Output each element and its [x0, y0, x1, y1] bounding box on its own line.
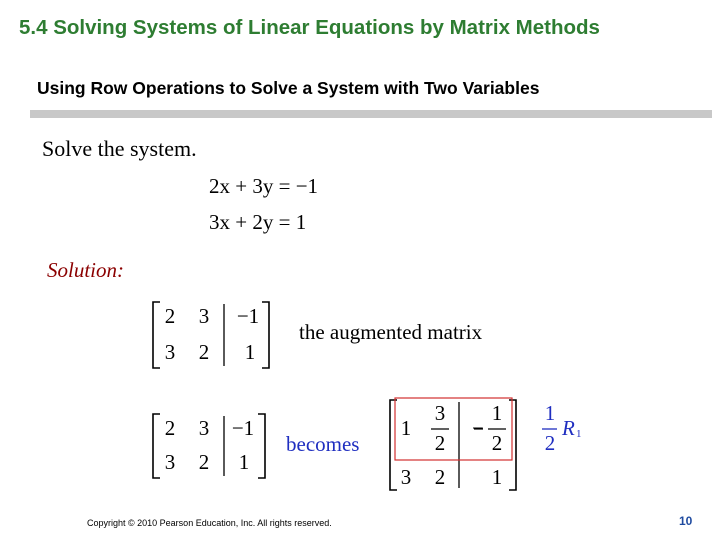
eq2-term-a: 3x — [209, 210, 230, 234]
eq2-plus: + — [235, 210, 248, 234]
eq1-rhs: −1 — [295, 174, 319, 198]
eq1-plus: + — [235, 174, 248, 198]
eq1-term-b: 3y — [252, 174, 274, 198]
problem-prompt: Solve the system. — [42, 136, 197, 161]
matrix-cell: 1 — [244, 340, 256, 364]
page-number: 10 — [679, 514, 693, 528]
matrix-cell: 1 — [238, 450, 250, 474]
matrix-cell: 1 — [400, 416, 412, 440]
matrix-cell: 3 — [400, 465, 412, 489]
matrix-cell: 2 — [434, 465, 446, 489]
matrix-cell: 3 — [164, 340, 176, 364]
operation-denominator: 2 — [544, 431, 556, 455]
matrix-cell: −1 — [231, 416, 255, 440]
operation-numerator: 1 — [544, 401, 556, 425]
matrix-cell: 3 — [198, 304, 210, 328]
fraction-denominator: 2 — [434, 431, 446, 455]
eq2-equals: = — [278, 210, 291, 234]
fraction-denominator: 2 — [491, 431, 503, 455]
operation-row: R — [562, 416, 575, 440]
eq2-rhs: 1 — [295, 210, 307, 234]
fraction-numerator: 1 — [491, 401, 503, 425]
minus-sign: − — [472, 416, 484, 440]
operation-row-subscript: 1 — [576, 428, 582, 440]
matrix-cell: 2 — [164, 416, 176, 440]
becomes-label: becomes — [286, 432, 360, 456]
slide-title: 5.4 Solving Systems of Linear Equations by Matrix Methods — [19, 16, 600, 39]
slide-subtitle: Using Row Operations to Solve a System with Two Variables — [37, 78, 540, 98]
eq1-term-a: 2x — [209, 174, 230, 198]
matrix-cell: 3 — [164, 450, 176, 474]
matrix-cell: 2 — [164, 304, 176, 328]
matrix-cell: 1 — [491, 465, 503, 489]
eq1-equals: = — [278, 174, 291, 198]
copyright-notice: Copyright © 2010 Pearson Education, Inc. All rights reserved. — [87, 518, 332, 528]
matrix-cell: 2 — [198, 450, 210, 474]
augmented-caption: the augmented matrix — [299, 320, 483, 344]
matrix-cell: −1 — [236, 304, 260, 328]
matrix-cell: 2 — [198, 340, 210, 364]
solution-label: Solution: — [47, 258, 124, 282]
eq2-term-b: 2y — [252, 210, 274, 234]
fraction-numerator: 3 — [434, 401, 446, 425]
matrix-cell: 3 — [198, 416, 210, 440]
